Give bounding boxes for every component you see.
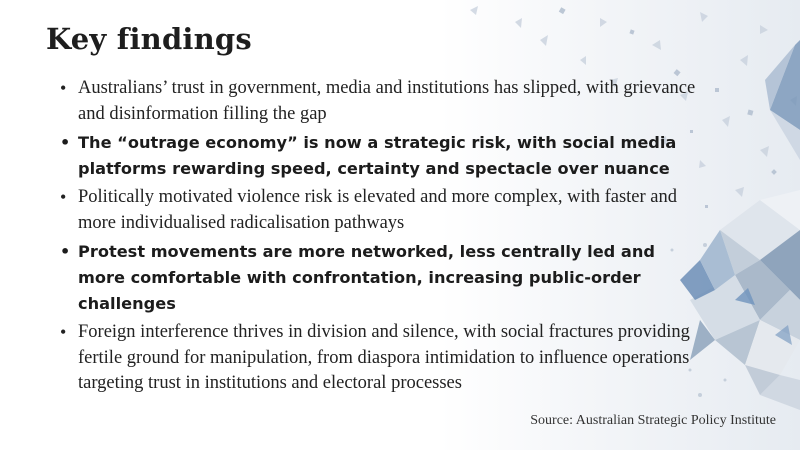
bullet-icon: • (60, 78, 67, 98)
source-citation: Source: Australian Strategic Policy Institute (530, 413, 776, 428)
finding-text: Australians’ trust in government, media and institutions has slipped, with grievance and disinformation filling the gap (78, 78, 696, 124)
finding-item (60, 320, 700, 397)
finding-text: Politically motivated violence risk is elevated and more complex, with faster and more individualised radicalisation pathways (78, 187, 678, 233)
bullet-icon: • (60, 322, 67, 342)
finding-text: Foreign interference thrives in division and silence, with social fractures providing fertile ground for manipulation, from diaspora intimidation to influence operations targeting trust in institutions and electoral processes (78, 322, 690, 393)
finding-item (60, 76, 700, 127)
bullet-icon: • (60, 242, 71, 261)
finding-item (60, 185, 700, 236)
finding-item (60, 239, 700, 317)
bullet-icon: • (60, 133, 71, 152)
key-findings-list (60, 76, 700, 400)
finding-text: The “outrage economy” is now a strategic risk, with social media platforms rewarding speed, certainty and spectacle over nuance (78, 133, 677, 178)
finding-item (60, 130, 700, 182)
bullet-icon: • (60, 187, 67, 207)
finding-text: Protest movements are more networked, less centrally led and more comfortable with confrontation, increasing public-order challenges (78, 242, 655, 313)
page-title: Key findings (46, 22, 252, 56)
